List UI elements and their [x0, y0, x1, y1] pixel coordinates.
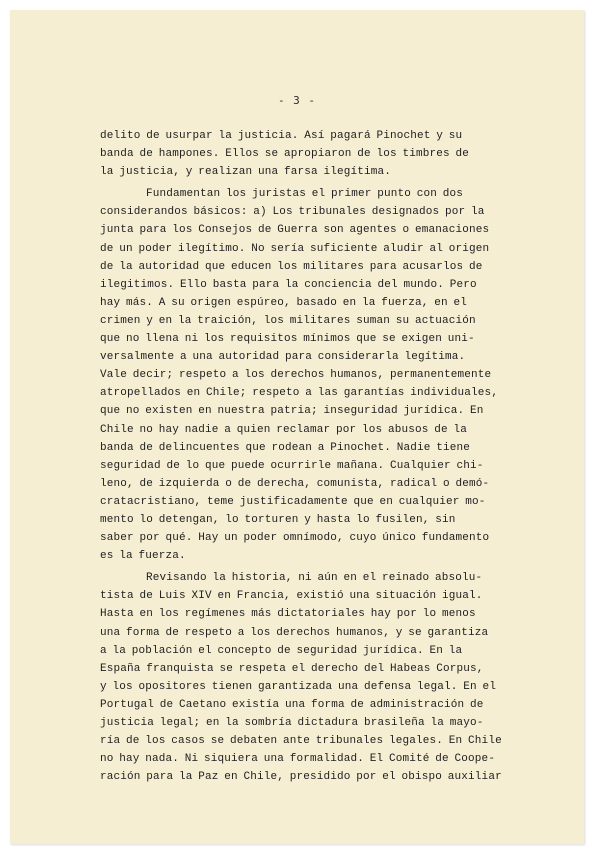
page-number: - 3 - — [277, 94, 317, 107]
text-line: tista de Luis XIV en Francia, existió una situación igual. — [100, 590, 483, 603]
text-line: Portugal de Caetano existía una forma de administración de — [100, 698, 484, 711]
paragraph — [100, 127, 532, 181]
text-line: España franquista se respeta el derecho del Habeas Corpus, — [100, 662, 484, 675]
text-line: mento lo detengan, lo torturen y hasta lo fusilen, sin — [100, 513, 456, 526]
text-line: no hay nada. Ni siquiera una formalidad. El Comité de Coope- — [100, 753, 496, 766]
text-line: versalmente a una autoridad para considerarla legítima. — [100, 351, 466, 364]
text-line: a la población el concepto de seguridad jurídica. En la — [100, 644, 463, 657]
text-line: Vale decir; respeto a los derechos humanos, permanentemente — [100, 369, 492, 382]
text-line: atropellados en Chile; respeto a las garantías individuales, — [100, 387, 499, 400]
text-line: Chile no hay nadie a quien reclamar por los abusos de la — [100, 423, 468, 436]
text-line: Fundamentan los juristas el primer punto con dos — [100, 188, 464, 201]
text-line: delito de usurpar la justicia. Así pagará Pinochet y su — [100, 130, 463, 142]
text-line: banda de delincuentes que rodean a Pinochet. Nadie tiene — [100, 441, 471, 454]
text-line: Hasta en los regímenes más dictatoriales hay por lo menos — [100, 608, 476, 621]
text-line: junta para los Consejos de Guerra son agentes o emanaciones — [100, 224, 490, 237]
typed-body-text — [100, 127, 532, 786]
text-line: que no llena ni los requisitos mínimos que se exigen uni- — [100, 333, 475, 346]
text-line: hay más. A su origen espúreo, basado en la fuerza, en el — [100, 296, 468, 309]
paragraph — [100, 569, 532, 786]
text-line: de la autoridad que educen los militares para acusarlos de — [100, 260, 483, 273]
text-line: considerandos básicos: a) Los tribunales designados por la — [100, 206, 485, 219]
text-line: crimen y en la traición, los militares suman su actuación — [100, 314, 476, 327]
text-line: banda de hampones. Ellos se apropiaron de los timbres de — [100, 148, 470, 161]
paragraph — [100, 185, 532, 565]
text-line: saber por qué. Hay un poder omnímodo, cuyo único fundamento — [100, 532, 490, 545]
text-line: y los opositores tienen garantizada una defensa legal. En el — [100, 680, 497, 693]
text-line: leno, de izquierda o de derecha, comunista, radical o demó- — [100, 477, 490, 490]
text-line: es la fuerza. — [100, 550, 186, 563]
text-line: ilegitimos. Ello basta para la conciencia del mundo. Pero — [100, 278, 477, 291]
text-line: Revisando la historia, ni aún en el reinado absolu- — [100, 572, 483, 585]
text-line: que no existen en nuestra patria; inseguridad jurídica. En — [100, 405, 484, 418]
text-line: ración para la Paz en Chile, presidido por el obispo auxiliar — [100, 771, 502, 784]
text-line: seguridad de lo que puede ocurrirle mañana. Cualquier chi- — [100, 459, 484, 472]
text-line: ría de los casos se debaten ante tribunales legales. En Chile — [100, 735, 502, 748]
text-line: la justicia, y realizan una farsa ilegítima. — [100, 166, 392, 179]
text-line: de un poder ilegítimo. No sería suficiente aludir al origen — [100, 242, 490, 255]
text-line: justicia legal; en la sombría dictadura brasileña la mayo- — [100, 717, 484, 729]
text-line: cratacristiano, teme justificadamente que en cualquier mo- — [100, 495, 486, 508]
text-line: una forma de respeto a los derechos humanos, y se garantiza — [100, 626, 489, 639]
document-page — [10, 10, 584, 844]
